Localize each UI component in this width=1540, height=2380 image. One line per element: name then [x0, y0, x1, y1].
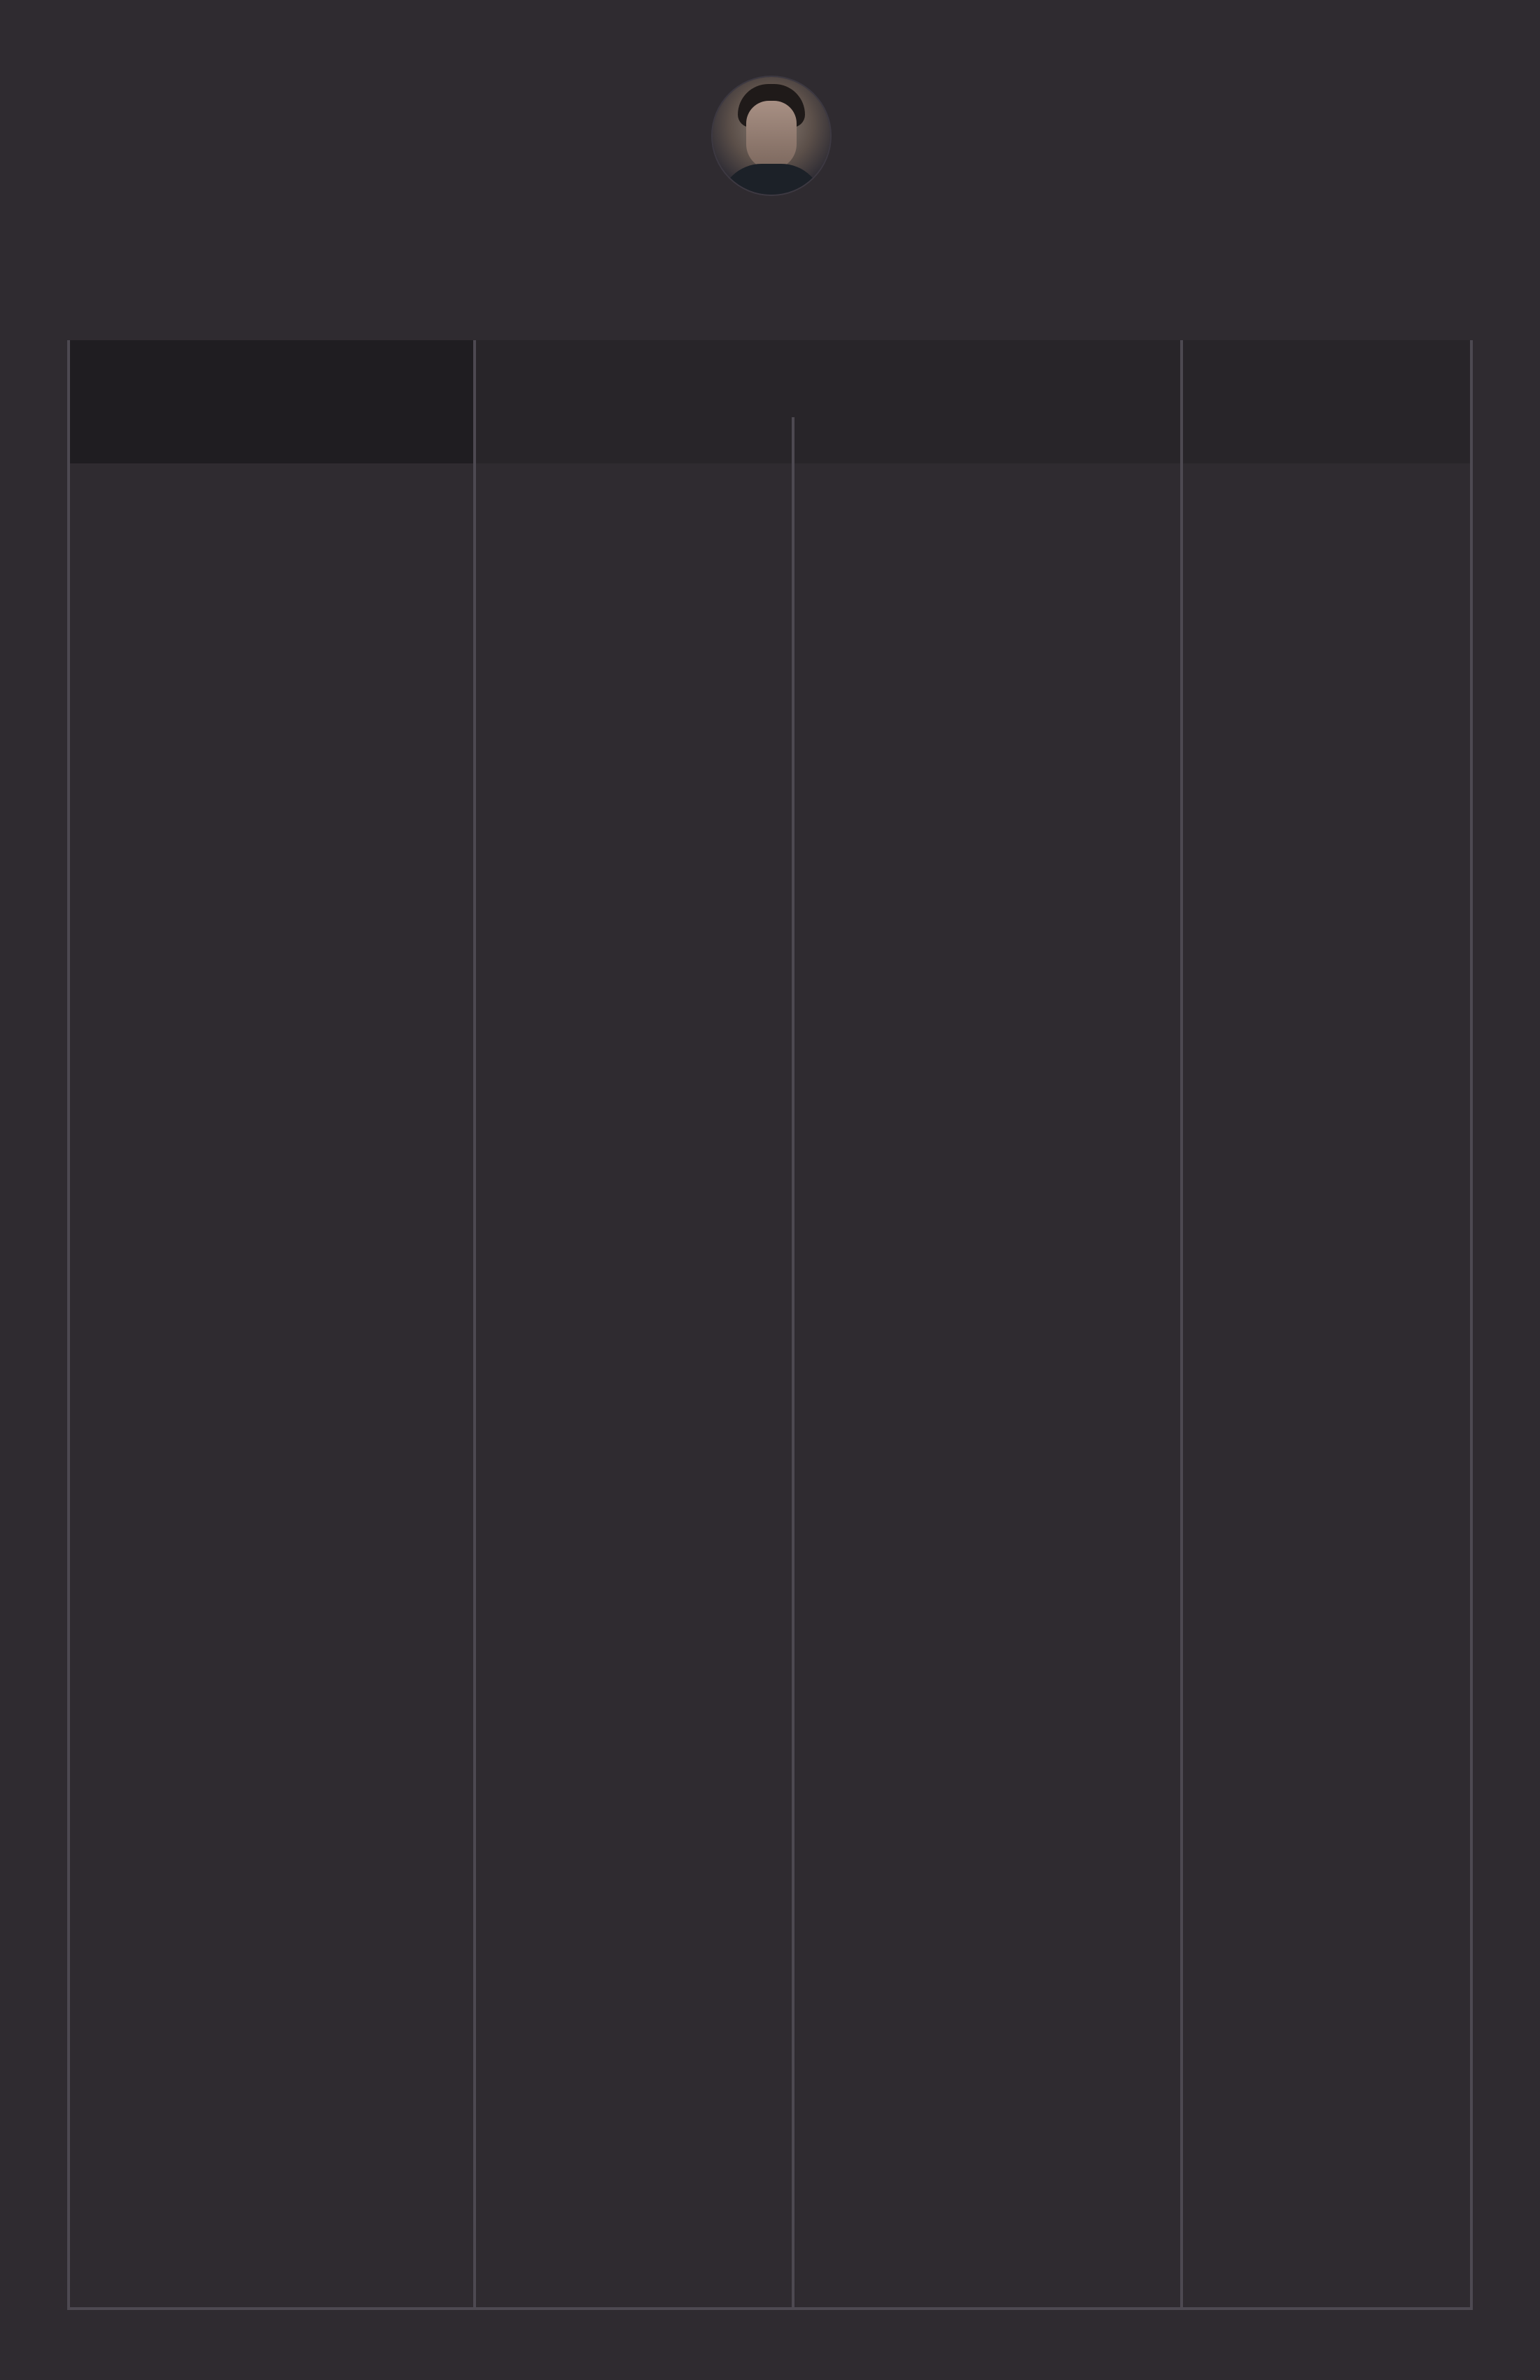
header-descriptions	[1182, 340, 1471, 463]
avatar-face	[746, 101, 797, 169]
table-left-border	[67, 340, 70, 2310]
header-pain-points	[69, 340, 475, 463]
divider-pain-features	[473, 340, 476, 2310]
avatar-coat	[720, 164, 823, 195]
header-features	[475, 340, 1182, 463]
divider-features-descriptions	[1180, 340, 1183, 2310]
table-right-border	[1470, 340, 1473, 2310]
avatar	[713, 77, 830, 195]
use-cases-table	[69, 340, 1471, 2310]
divider-now-future	[792, 417, 794, 2310]
table-bottom-border	[69, 2307, 1471, 2310]
